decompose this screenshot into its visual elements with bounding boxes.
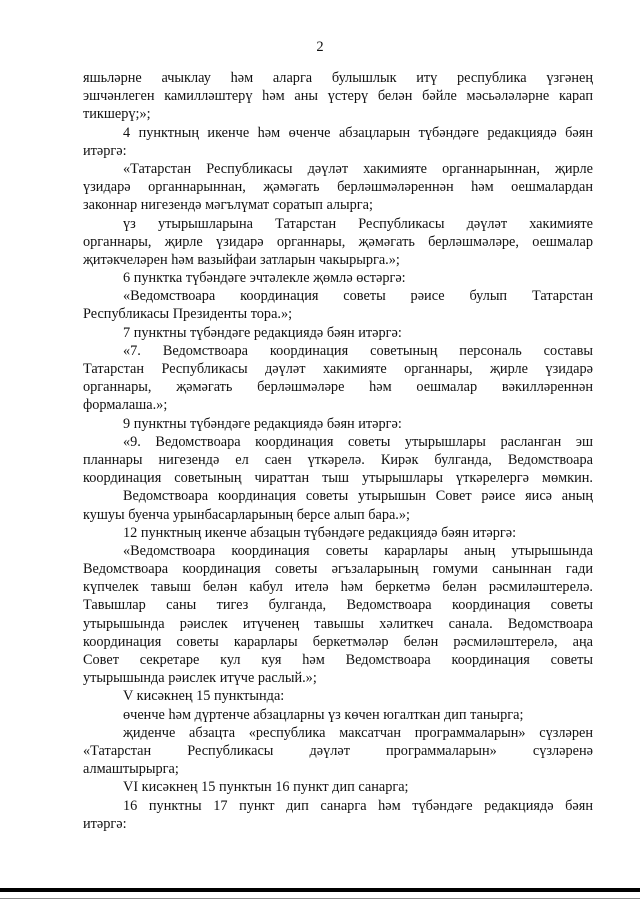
text-line: яшьләрне ачыклау һәм аларга булышлык итү республика үзгәнең (83, 70, 593, 86)
text-line: итәргә: (83, 142, 127, 159)
text-line: «Ведомствоара координация советы карарлары аның утырышында (123, 542, 593, 559)
text-line: итәргә: (83, 815, 127, 832)
text-line: V кисәкнең 15 пунктында: (123, 688, 285, 705)
text-line: утырышында рәислек итүче раслый.»; (83, 670, 317, 687)
text-line: эшчәнлеген камилләштерү һәм аны үстерү белән бәйле мәсьәләләрне карап (83, 88, 593, 105)
text-line: күпчелек тавыш белән кабул ителә һәм беркетмә белән рәсмиләштерелә. (83, 579, 593, 596)
text-line: үз утырышларына Татарстан Республикасы дәүләт хакимияте (123, 215, 593, 232)
text-line: «Татарстан Республикасы дәүләт хакимияте органнарыннан, җирле (123, 160, 593, 177)
text-line: органнары, җирле үзидарә органнары, җәмәгать берләшмәләре, оешмалар (83, 233, 593, 250)
text-line: алмаштырырга; (83, 761, 179, 778)
text-line: «9. Ведомствоара координация советы утырышлары расланган эш (123, 433, 593, 450)
text-line: планнары нигезендә ел саен үткәрелә. Кирәк булганда, Ведомствоара (83, 451, 593, 468)
text-line: үзидарә органнарыннан, җәмәгать берләшмәләреннән һәм оешмалардан (83, 179, 593, 196)
text-line: формалаша.»; (83, 397, 168, 414)
text-line: 16 пунктны 17 пункт дип санарга һәм түбәндәге редакциядә бәян (123, 797, 593, 814)
document-body (83, 69, 593, 833)
text-line: Совет секретаре кул куя һәм Ведомствоара координация советы (83, 652, 593, 668)
text-line: органнары, җәмәгать берләшмәләре һәм оешмалар вәкилләреннән (83, 379, 593, 396)
text-line: законнар нигезендә мәгълүмат соратып алырга; (83, 197, 373, 214)
text-line: Республикасы Президенты тора.»; (83, 306, 293, 323)
text-line: VI кисәкнең 15 пунктын 16 пункт дип санарга; (123, 779, 409, 796)
scan-edge-bar (0, 888, 640, 892)
text-line: «7. Ведомствоара координация советының персональ составы (123, 342, 593, 359)
text-line: 4 пунктның икенче һәм өченче абзацларын түбәндәге редакциядә бәян (123, 124, 593, 141)
text-line: 12 пунктның икенче абзацын түбәндәге редакциядә бәян итәргә: (123, 524, 517, 541)
text-line: 6 пунктка түбәндәге эчтәлекле җөмлә өстәргә: (123, 270, 406, 287)
text-line: 9 пунктны түбәндәге редакциядә бәян итәргә: (123, 415, 402, 432)
text-line: җитәкчеләрен һәм вазыйфаи затларын чакырырга.»; (83, 251, 400, 268)
text-line: җиденче абзацта «республика максатчан программаларын» сүзләрен (123, 724, 593, 741)
page-number: 2 (316, 39, 324, 55)
text-line: тикшерү;»; (83, 106, 151, 123)
text-line: кушуы буенча урынбасарларының берсе алып бара.»; (83, 506, 411, 523)
text-line: координация советының чираттан тыш утырышлары үткәрелергә мөмкин. (83, 470, 593, 487)
text-line: Ведомствоара координация советы әгъзаларының гомуми саныннан гади (83, 561, 593, 578)
text-line: «Татарстан Республикасы дәүләт программаларын» сүзләренә (83, 742, 593, 759)
text-line: «Ведомствоара координация советы рәисе булып Татарстан (123, 288, 593, 305)
text-line: координация советы карарлары беркетмәләр белән рәсмиләштерелә, аңа (83, 633, 593, 650)
scan-edge-line (0, 898, 640, 899)
text-line: Ведомствоара координация советы утырышын Совет рәисе яисә аның (123, 488, 593, 505)
text-line: Тавышлар саны тигез булганда, Ведомствоара координация советы (83, 597, 593, 614)
text-line: 7 пунктны түбәндәге редакциядә бәян итәргә: (123, 324, 402, 341)
text-line: утырышында рәислек итүченең тавышы хәлиткеч санала. Ведомствоара (83, 615, 593, 632)
text-line: Татарстан Республикасы дәүләт хакимияте органнары, җирле үзидарә (83, 361, 593, 377)
text-line: өченче һәм дүртенче абзацларны үз көчен югалткан дип танырга; (123, 706, 524, 723)
